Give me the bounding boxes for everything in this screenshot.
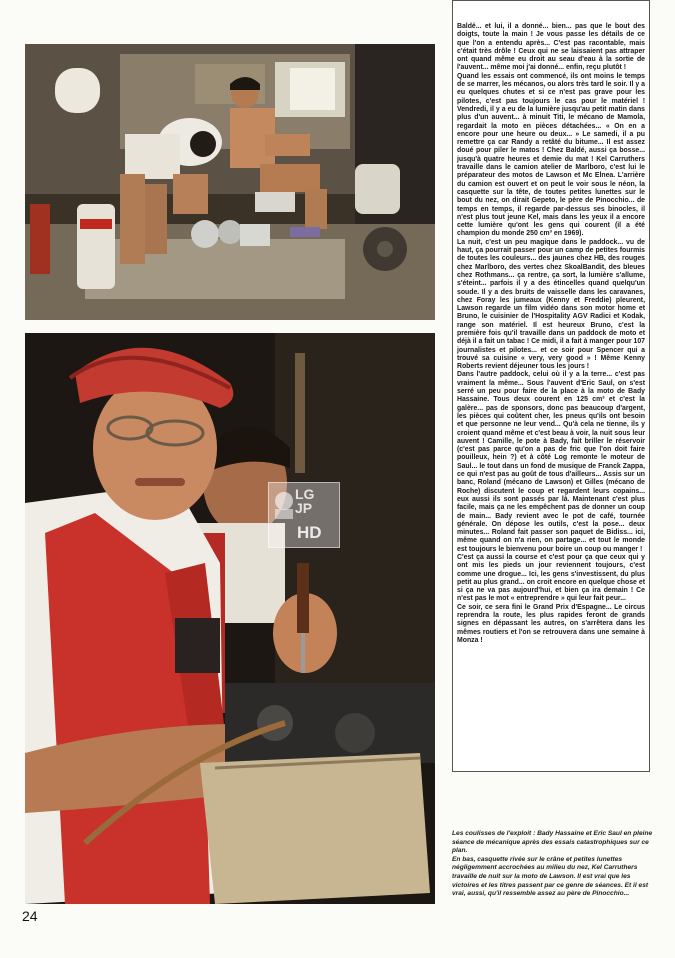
caption-paragraph-1: Les coulisses de l'exploit : Bady Hassaine et Eric Saul en pleine séance de mécanique après des essais catastrophiques sur ce plan.: [452, 830, 653, 855]
article-paragraph: Quand les essais ont commencé, ils ont moins le temps de se marrer, les mécanos, ou alors très tard le soir. Il y a eu quelques chutes et si ce n'est pas grave pour les pilotes, c'est pas toujours le cas pour le matériel ! Vendredi, il y a eu de la lumière jusqu'au petit matin dans plus d'un auvent... à minuit Titi, le mécano de Mamola, regardait la moto en pièces détachées... « On en a encore pour une heure ou deux... » Le samedi, il a pu remettre ça car Randy a retâté du bitume... Il est assez doué pour piler le matos ! Chez Baldé, aussi ça bosse... jusqu'à quatre heures et demie du mat ! Kel Carruthers travaille dans le camion atelier de Marlboro, c'est lui le préparateur des motos de Lawson et Mc Elnea. L'arrière du camion est ouvert et on peut le voir sous le néon, la casquette sur la tête, de toutes petites lunettes sur le bout du nez, on dirait Gepeto, le père de Pinocchio... de temps en temps, il regarde par-dessus ses binocles, il n'est plus tout jeune Kel, mais dans les yeux il a encore cette lumière qu'ont les gens qui courent (il a été champion du monde 250 cm³ en 1969).: [457, 72, 645, 238]
article-text-box: [452, 0, 650, 772]
article-body: [457, 23, 645, 645]
page-number: 24: [22, 908, 38, 924]
watermark-hd: HD: [297, 523, 322, 542]
article-paragraph: Baldé... et lui, il a donné... bien... pas que le bout des doigts, toute la main ! Je vous passe les détails de ce que l'on a entendu après... C'est pas racontable, mais c'était très drôle ! Ceux qui ne se laissaient pas attraper ont quand même eu droit au seau d'eau à la sortie de l'auvent... même moi j'ai donné... enfin, reçu plutôt !: [457, 23, 645, 72]
article-paragraph: La nuit, c'est un peu magique dans le paddock... vu de haut, ça pourrait passer pour un camp de petites fourmis de toutes les couleurs... des jaunes chez HB, des rouges chez Marlboro, des vertes chez SkoalBandit, des bleues chez Rothmans... ça rentre, ça sort, la lumière s'allume, s'éteint... parfois il y a des étincelles quand quelqu'un soude. Il y a des bruits de vaisselle dans les caravanes, chez Foray les jumeaux (Kenny et Freddie) pleurent, Lawson regarde un film vidéo dans son motor home et Bruno, le cuisinier de l'Hospitality AGV Radici et Kodak, range son matériel. Il est heureux Bruno, c'est la première fois qu'il travaille dans un paddock de moto et déjà il a fait un tabac ! Ce midi, il a fait à manger pour 107 journalistes et pilotes... et ce soir pour Spencer qui a trouvé sa cuisine « very, very good » ! Même Kenny Roberts revient déjeuner tous les jours !: [457, 238, 645, 371]
photo-mechanic-portrait: [25, 333, 435, 904]
article-paragraph: Dans l'autre paddock, celui où il y a la terre... c'est pas vraiment la même... Sous l'auvent d'Eric Saul, on s'est serré un peu pour faire de la place à la moto de Bady Hassaine. Tous deux courent en 125 cm³ et c'est la galère... pas de sponsors, donc pas beaucoup d'argent, les pièces qui coûtent cher, les pneus qu'ils ont besoin et que personne ne leur vend... Qu'à cela ne tienne, ils y croient quand même et c'est beau à voir, la nuit sous leur auvent ! Camille, le pote à Bady, fait briller le réservoir (c'est pas parce qu'on a pas de fric que l'on doit faire pouilleux, hein ?) et à côté Log remonte le moteur de Saul... le tout dans un fond de musique de Franck Zappa, ce qui n'est pas au goût de tous d'ailleurs... Assis sur un banc, Roland (mécano de Lawson) et Gilles (mécano de Roche) discutent le coup et regardent leurs copains... eux aussi ils sont passés par là. Maintenant c'est plus facile, mais ça ne les empêchent pas de donner un coup de main... Bady revient avec le pot de café, tournée générale. On dépose les outils, c'est la pose... deux minutes... Roland fait passer son paquet de Bidiss... ici, même quand on n'a rien, on partage... et tout le monde est toujours le bienvenu pour boire un coup ou manger !: [457, 371, 645, 553]
watermark-text: LG JP: [295, 486, 315, 516]
photo-caption: [452, 830, 658, 899]
article-paragraph: C'est ça aussi la course et c'est pour ça que ceux qui y ont mis les pieds un jour reviennent toujours, c'est comme une drogue... Ici, les gens s'investissent, du plus petit au plus grand... on croit encore en quelque chose et si ça ne va pas aujourd'hui, et bien ça ira demain ! Ce n'est pas le mot « entreprendre » qui leur fait peur...: [457, 554, 645, 603]
watermark-logo: [268, 482, 340, 548]
photo-mechanics-garage: [25, 44, 435, 320]
caption-paragraph-2: En bas, casquette rivée sur le crâne et petites lunettes négligemment accrochées au milieu du nez, Kel Carruthers travaille de nuit sur la moto de Lawson. Il est vrai que les victoires et les titres passent par ce genre de séances. Et il est vrai, aussi, qu'il ressemble assez au père de Pinocchio...: [452, 855, 649, 898]
article-paragraph: Ce soir, ce sera fini le Grand Prix d'Espagne... Le circus reprendra la route, les plus rapides feront de grands signes en dépassant les autres, on s'arrêtera dans les mêmes routiers et l'on se retrouvera dans une semaine à Monza !: [457, 603, 645, 644]
